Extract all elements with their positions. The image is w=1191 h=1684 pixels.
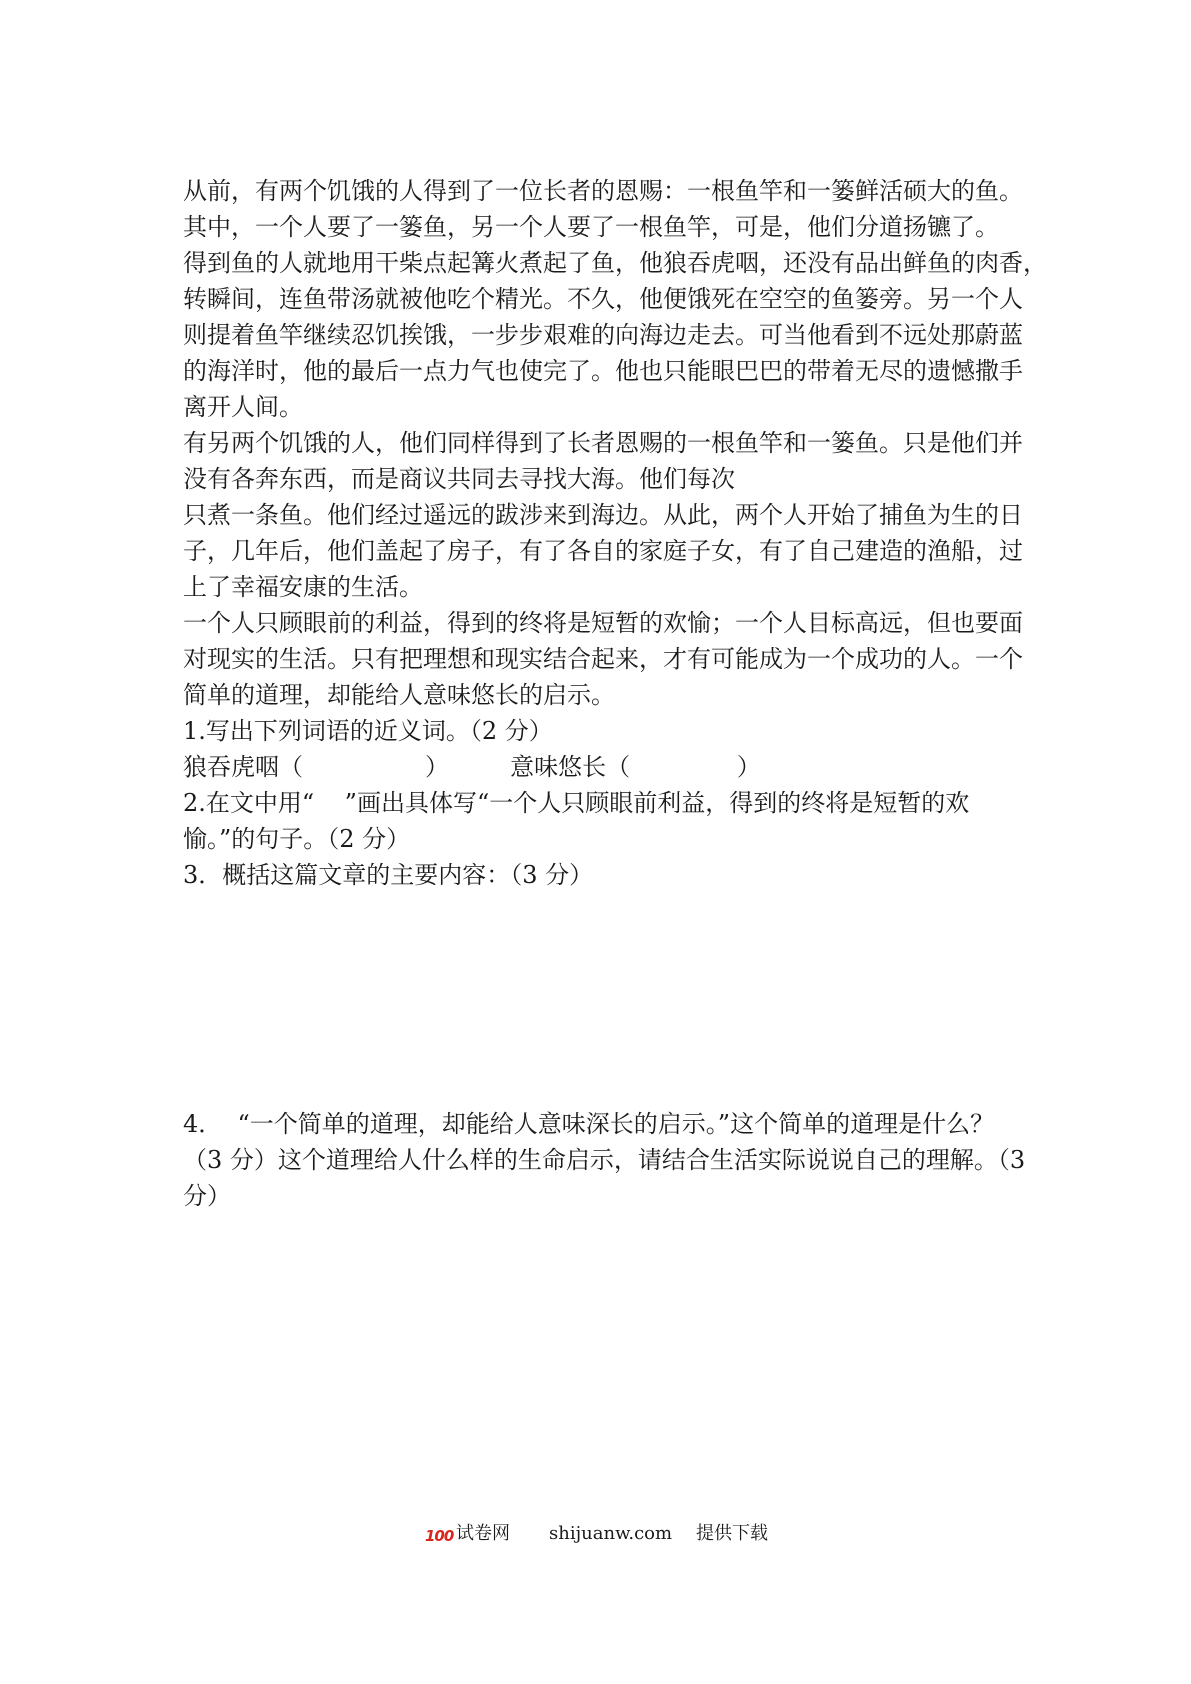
question-4-line-2: （3 分）这个道理给人什么样的生命启示，请结合生活实际说说自己的理解。（3 <box>183 1146 1026 1174</box>
passage-line-2: 其中，一个人要了一篓鱼，另一个人要了一根鱼竿，可是，他们分道扬镳了。 <box>183 213 999 241</box>
passage-line-14: 对现实的生活。只有把理想和现实结合起来，才有可能成为一个成功的人。一个 <box>183 645 1023 673</box>
passage-line-9: 没有各奔东西，而是商议共同去寻找大海。他们每次 <box>183 465 735 493</box>
passage-line-15: 简单的道理，却能给人意味悠长的启示。 <box>183 681 615 709</box>
question-4-line-1: 4． “一个简单的道理，却能给人意味深长的启示。”这个简单的道理是什么？ <box>183 1110 995 1138</box>
question-3: 3．概括这篇文章的主要内容：（3 分） <box>183 861 594 889</box>
question-2-line-2: 愉。”的句子。（2 分） <box>183 825 411 853</box>
passage-line-5: 则提着鱼竿继续忍饥挨饿，一步步艰难的向海边走去。可当他看到不远处那蔚蓝 <box>183 321 1023 349</box>
question-1-title: 1.写出下列词语的近义词。（2 分） <box>183 717 553 745</box>
passage-line-11: 子，几年后，他们盖起了房子，有了各自的家庭子女，有了自己建造的渔船，过 <box>183 537 1023 565</box>
download-note: 提供下载 <box>696 1523 768 1544</box>
passage-line-13: 一个人只顾眼前的利益，得到的终将是短暂的欢愉；一个人目标高远，但也要面 <box>183 609 1023 637</box>
passage-line-8: 有另两个饥饿的人，他们同样得到了长者恩赐的一根鱼竿和一篓鱼。只是他们并 <box>183 429 1023 457</box>
question-1-items: 狼吞虎咽（ ） 意味悠长（ ） <box>183 753 761 781</box>
passage-line-10: 只煮一条鱼。他们经过遥远的跋涉来到海边。从此，两个人开始了捕鱼为生的日 <box>183 501 1023 529</box>
exam-page <box>183 0 1047 1684</box>
passage-line-7: 离开人间。 <box>183 393 303 421</box>
site-name: 试卷网 <box>456 1523 510 1544</box>
site-logo: 100 <box>425 1527 454 1545</box>
question-2-line-1: 2.在文中用“ ”画出具体写“一个人只顾眼前利益，得到的终将是短暂的欢 <box>183 789 970 817</box>
site-url: shijuanw.com <box>549 1523 673 1544</box>
passage-line-1: 从前，有两个饥饿的人得到了一位长者的恩赐：一根鱼竿和一篓鲜活硕大的鱼。 <box>183 177 1023 205</box>
passage-line-3: 得到鱼的人就地用干柴点起篝火煮起了鱼，他狼吞虎咽，还没有品出鲜鱼的肉香， <box>183 249 1047 277</box>
passage-line-12: 上了幸福安康的生活。 <box>183 573 423 601</box>
passage-line-6: 的海洋时，他的最后一点力气也使完了。他也只能眼巴巴的带着无尽的遗憾撒手 <box>183 357 1023 385</box>
passage-line-4: 转瞬间，连鱼带汤就被他吃个精光。不久，他便饿死在空空的鱼篓旁。另一个人 <box>183 285 1023 313</box>
question-4-line-3: 分） <box>183 1182 231 1210</box>
page-footer <box>0 1522 1191 1642</box>
